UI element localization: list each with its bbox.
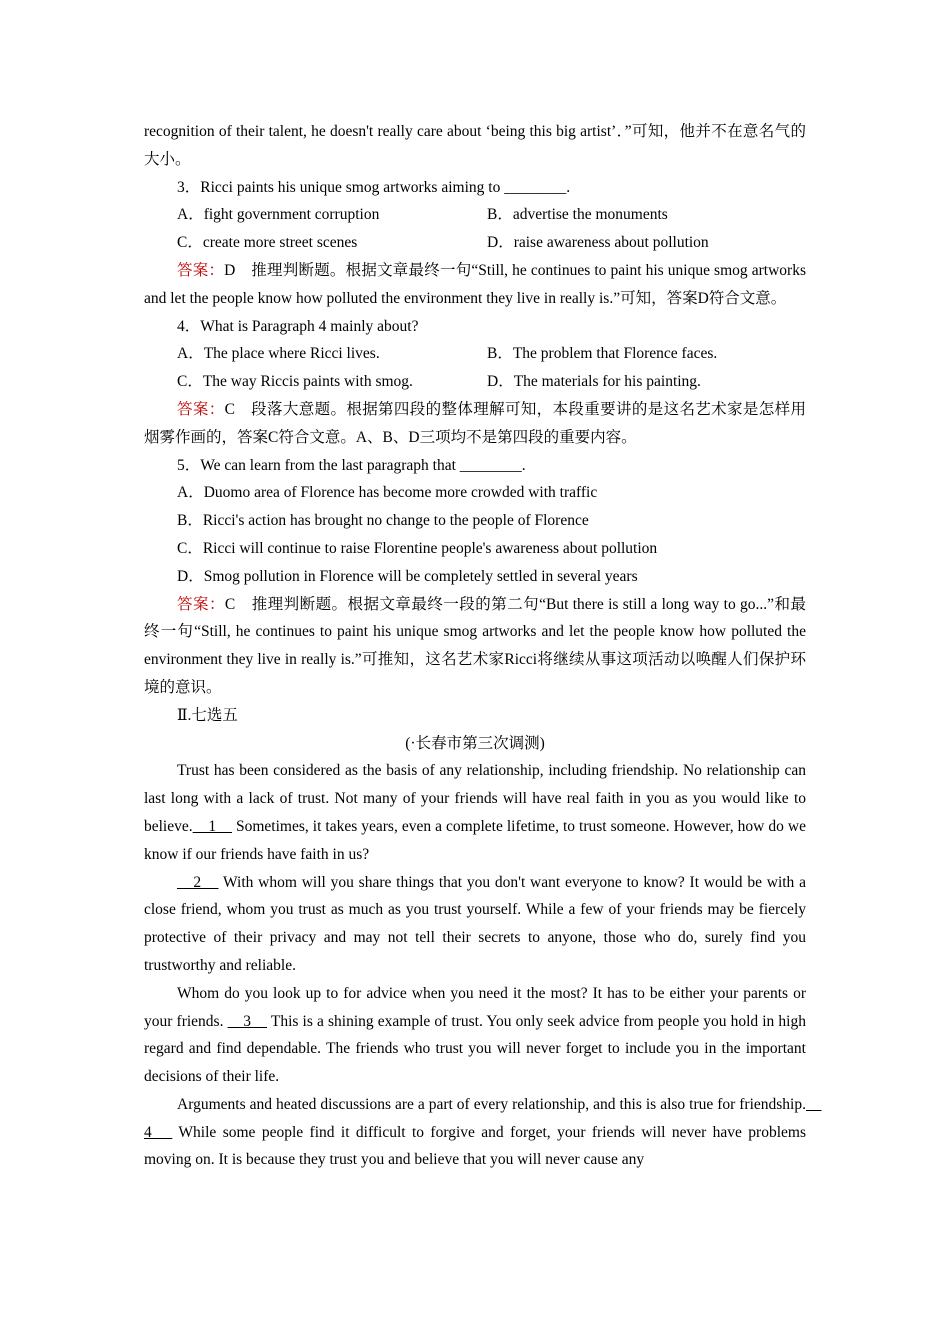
question-3-options-row-1: [144, 201, 806, 229]
question-5-stem: 5．We can learn from the last paragraph that ________.: [177, 456, 526, 474]
question-3-options-row-2: [144, 229, 806, 257]
answer-text: C 推理判断题。根据文章最终一段的第二句“But there is still a long way to go...”和最终一句“Still, he continues to paint his unique smog artworks and let the people know how polluted the environment they live in really is.”可推知，这名艺术家Ricci将继续从事这项活动以唤醒人们保护环境的意识。: [144, 595, 806, 696]
q3-option-b: B．advertise the monuments: [487, 206, 668, 224]
answer-label: 答案：: [177, 261, 225, 279]
q4-option-b: B．The problem that Florence faces.: [487, 345, 718, 363]
q3-option-c: C．create more street scenes: [177, 234, 358, 252]
passage-paragraph-3: [144, 980, 806, 1091]
question-5-answer: [144, 591, 806, 702]
question-3-stem: 3．Ricci paints his unique smog artworks aiming to ________.: [177, 178, 571, 196]
answer-label: 答案：: [177, 595, 225, 613]
blank-4: 4: [144, 1095, 822, 1141]
passage-text: This is a shining example of trust. You only seek advice from people you hold in high regard and find dependable. The friends who trust you will never forget to include you in the important decisions of their life.: [144, 1012, 806, 1086]
answer-label: 答案：: [177, 400, 225, 418]
q3-option-a: A．fight government corruption: [177, 206, 380, 224]
q5-option-d: D．Smog pollution in Florence will be completely settled in several years: [177, 567, 638, 585]
answer-text: D 推理判断题。根据文章最终一句“Still, he continues to paint his unique smog artworks and let the people know how polluted the environment they live in really is.”可知，答案D符合文意。: [144, 261, 806, 307]
question-4-options-row-2: [144, 368, 806, 396]
source-note: (·长春市第三次调测): [405, 734, 545, 752]
intro-paragraph: recognition of their talent, he doesn't really care about ‘being this big artist’．”可知，他并不在意名气的大小。: [144, 123, 806, 168]
q4-option-d: D．The materials for his painting.: [487, 373, 701, 391]
q4-option-a: A．The place where Ricci lives.: [177, 345, 380, 363]
section-heading: Ⅱ.七选五: [177, 706, 238, 724]
q5-option-c: C．Ricci will continue to raise Florentine people's awareness about pollution: [177, 539, 658, 557]
passage-text: Sometimes, it takes years, even a complete lifetime, to trust someone. However, how do we know if our friends have faith in us?: [144, 817, 806, 863]
q5-option-b: B．Ricci's action has brought no change to the people of Florence: [177, 512, 589, 530]
question-4-answer: [144, 396, 806, 452]
answer-text: C 段落大意题。根据第四段的整体理解可知，本段重要讲的是这名艺术家是怎样用烟雾作画的，答案C符合文意。A、B、D三项均不是第四段的重要内容。: [144, 400, 806, 446]
blank-3: 3: [227, 1012, 268, 1030]
blank-1: 1: [192, 817, 232, 835]
blank-2: 2: [177, 873, 219, 891]
passage-text: Arguments and heated discussions are a part of every relationship, and this is also true for friendship.: [177, 1095, 806, 1113]
passage-text: Trust has been considered as the basis of any relationship, including friendship. No relationship can last long with a lack of trust. Not many of your friends will have real faith in you as you would like to believe.: [144, 762, 806, 835]
passage-text: Whom do you look up to for advice when you need it the most? It has to be either your parents or your friends.: [144, 984, 806, 1030]
question-4-options-row-1: [144, 340, 806, 368]
passage-text: With whom will you share things that you don't want everyone to know? It would be with a close friend, whom you trust as much as you trust yourself. While a few of your friends may be fiercely protective of their privacy and may not tell their secrets to anyone, those who do, surely find you trustworthy and reliable.: [144, 873, 806, 974]
q4-option-c: C．The way Riccis paints with smog.: [177, 373, 413, 391]
passage-paragraph-2: [144, 869, 806, 980]
q5-option-a: A．Duomo area of Florence has become more crowded with traffic: [177, 484, 598, 502]
passage-paragraph-4: [144, 1091, 822, 1174]
question-3-answer: [144, 257, 806, 313]
document-page: [144, 118, 822, 1174]
passage-text: While some people find it difficult to forgive and forget, your friends will never have problems moving on. It is because they trust you and believe that you will never cause any: [144, 1123, 806, 1169]
question-4-stem: 4．What is Paragraph 4 mainly about?: [177, 317, 419, 335]
q3-option-d: D．raise awareness about pollution: [487, 234, 709, 252]
passage-paragraph-1: [144, 757, 806, 868]
